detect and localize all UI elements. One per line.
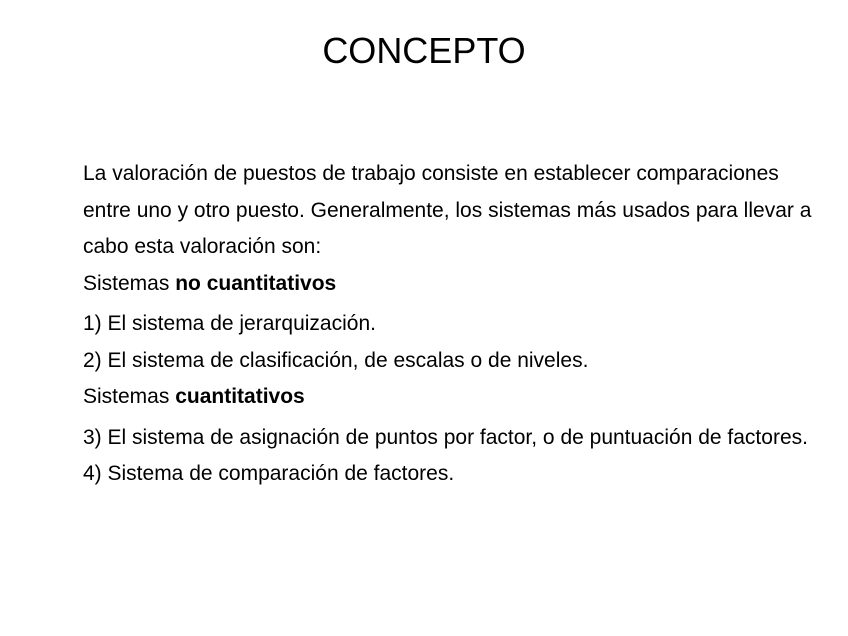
group-heading-prefix: Sistemas	[83, 385, 176, 408]
slide-body	[83, 156, 813, 493]
list-item: 3) El sistema de asignación de puntos por factor, o de puntuación de factores.	[83, 425, 808, 449]
intro-paragraph: La valoración de puestos de trabajo consiste en establecer comparaciones entre uno y otro puesto. Generalmente, los sistemas más usados para llevar a cabo esta valoración son:	[83, 162, 812, 258]
group-heading-non-quantitative	[83, 266, 813, 303]
group-heading-emphasis: no cuantitativos	[175, 271, 337, 295]
list-item: 1) El sistema de jerarquización.	[83, 312, 376, 335]
list-item: 2) El sistema de clasificación, de escalas o de niveles.	[83, 348, 589, 372]
slide-title: CONCEPTO	[322, 30, 526, 71]
group-heading-emphasis: cuantitativos	[175, 385, 305, 408]
list-item: 4) Sistema de comparación de factores.	[83, 462, 455, 485]
group-heading-quantitative	[83, 379, 813, 416]
group-heading-prefix: Sistemas	[83, 271, 176, 295]
